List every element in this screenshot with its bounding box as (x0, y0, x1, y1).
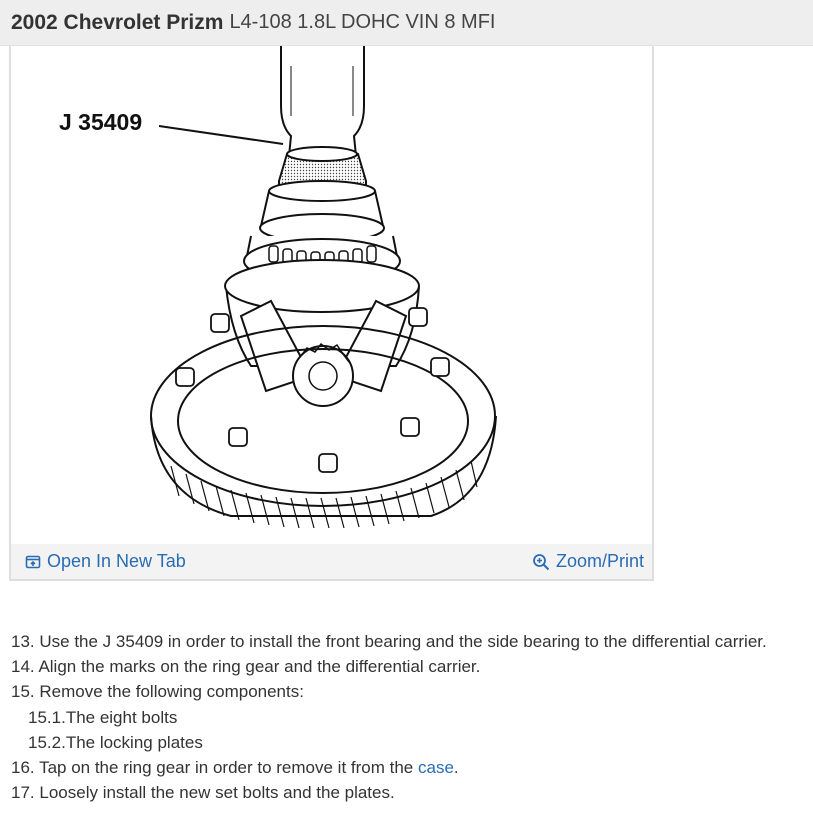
case-link[interactable]: case (418, 758, 454, 778)
page-header (0, 0, 813, 46)
callout-label: J 35409 (59, 109, 143, 135)
open-in-new-tab-link[interactable] (25, 551, 186, 572)
differential-bearing-illustration (11, 46, 652, 546)
step-text-end: . (453, 758, 459, 778)
step-text: The eight bolts (65, 707, 178, 727)
step-item (11, 780, 811, 805)
step-number: 16. (11, 758, 35, 778)
step-text: The locking plates (65, 732, 203, 752)
figure-panel (9, 46, 654, 581)
step-number: 15. (11, 682, 35, 702)
open-in-new-tab-label: Open In New Tab (47, 551, 186, 571)
zoom-icon (532, 553, 550, 571)
substep-item (11, 705, 811, 730)
step-number: 13. (11, 632, 35, 651)
substep-item (11, 730, 811, 755)
step-item (11, 755, 811, 780)
zoom-print-link[interactable] (532, 551, 644, 572)
procedure-steps (11, 629, 811, 805)
zoom-print-label: Zoom/Print (555, 551, 644, 571)
step-text: Align the marks on the ring gear and the differential carrier. (38, 657, 481, 677)
step-number: 15.2. (28, 732, 66, 752)
step-number: 17. (11, 783, 35, 803)
step-text: Remove the following components: (39, 682, 304, 702)
step-item (11, 679, 811, 704)
figure-toolbar (11, 544, 652, 579)
vehicle-title: 2002 Chevrolet Prizm (11, 10, 224, 34)
step-number: 14. (11, 657, 35, 677)
step-text: Use the J 35409 in order to install the front bearing and the side bearing to the differential carrier. (39, 632, 767, 651)
step-item (11, 629, 811, 654)
step-text: Tap on the ring gear in order to remove it from the (39, 758, 414, 778)
engine-subtitle: L4-108 1.8L DOHC VIN 8 MFI (229, 11, 496, 33)
step-number: 15.1. (28, 707, 66, 727)
open-in-new-tab-icon (25, 554, 41, 570)
step-text: Loosely install the new set bolts and the plates. (39, 783, 395, 803)
step-item (11, 654, 811, 679)
